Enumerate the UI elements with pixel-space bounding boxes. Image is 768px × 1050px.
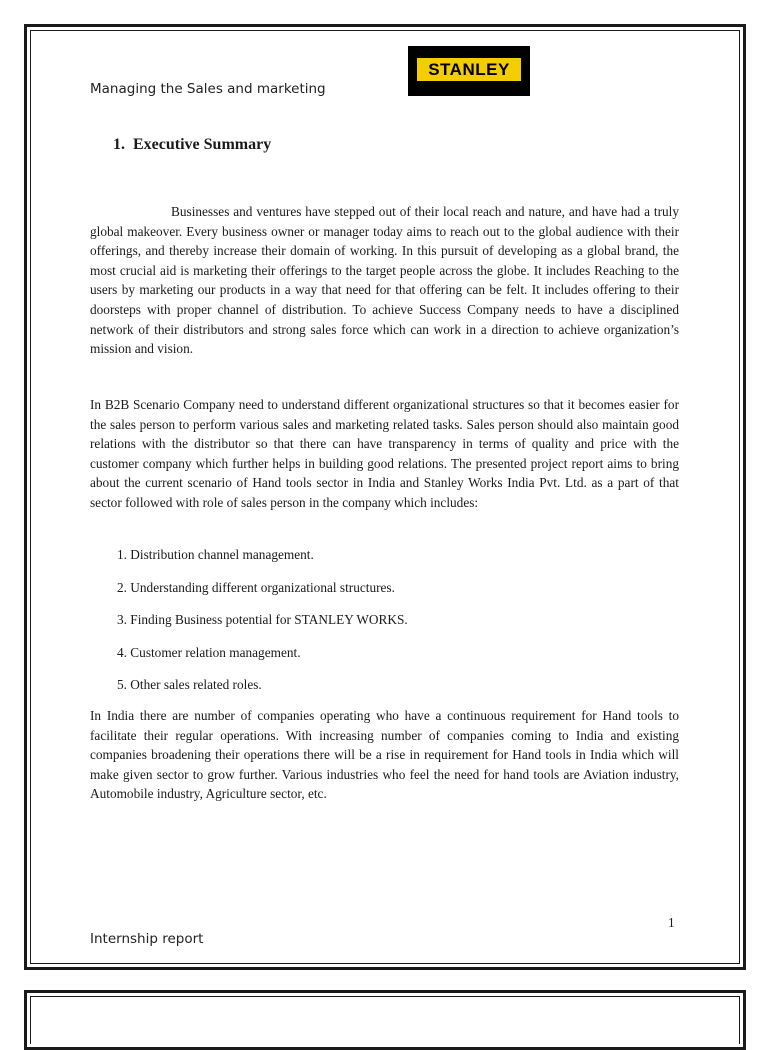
list-item: 3. Finding Business potential for STANLEY WORKS. bbox=[117, 612, 408, 628]
logo-text: STANLEY bbox=[428, 59, 510, 79]
section-title: Executive Summary bbox=[133, 136, 272, 153]
paragraph-intro: Businesses and ventures have stepped out of their local reach and nature, and have had a truly global makeover. Every business owner or manager today aims to reach out to the global audience with their offerings, and thereby increase their domain of working. In this pursuit of developing as a global brand, the most crucial aid is marketing their offerings to the target people across the globe. It includes Reaching to the users by marketing our products in a way that need for that offering can be felt. It includes offering to their doorsteps with proper channel of distribution. To achieve Success Company needs to have a disciplined network of their distributors and strong sales force which can work in a direction to achieve organization’s mission and vision. bbox=[90, 204, 679, 357]
roles-list bbox=[117, 545, 408, 708]
list-item: 5. Other sales related roles. bbox=[117, 677, 262, 693]
next-page-border-inner bbox=[30, 996, 740, 1044]
running-footer: Internship report bbox=[90, 931, 204, 947]
logo-plate bbox=[416, 57, 522, 82]
paragraph-b2b: In B2B Scenario Company need to understand different organizational structures so that it becomes easier for the sales person to perform various sales and marketing related tasks. Sales person should also maintain good relations with the distributor so that there can have transparency in terms of quality and price with the customer company which further helps in building good relations. The presented project report aims to bring about the current scenario of Hand tools sector in India and Stanley Works India Pvt. Ltd. as a part of that sector followed with role of sales person in the company which includes: bbox=[90, 397, 679, 510]
section-number: 1. bbox=[113, 136, 125, 153]
paragraph-india: In India there are number of companies operating who have a continuous requirement for Hand tools to facilitate their regular operations. With increasing number of companies coming to India and existing companies broadening their operations there will be a rise in requirement for Hand tools in India which will make given sector to grow further. Various industries who feel the need for hand tools are Aviation industry, Automobile industry, Agriculture sector, etc. bbox=[90, 708, 679, 802]
page-number: 1 bbox=[668, 915, 675, 930]
section-heading bbox=[113, 136, 271, 154]
next-page-border bbox=[24, 990, 746, 1050]
list-item: 4. Customer relation management. bbox=[117, 644, 301, 660]
list-item: 1. Distribution channel management. bbox=[117, 547, 314, 562]
stanley-logo bbox=[408, 46, 530, 96]
running-header: Managing the Sales and marketing bbox=[90, 81, 326, 97]
list-item: 2. Understanding different organizational structures. bbox=[117, 579, 395, 595]
